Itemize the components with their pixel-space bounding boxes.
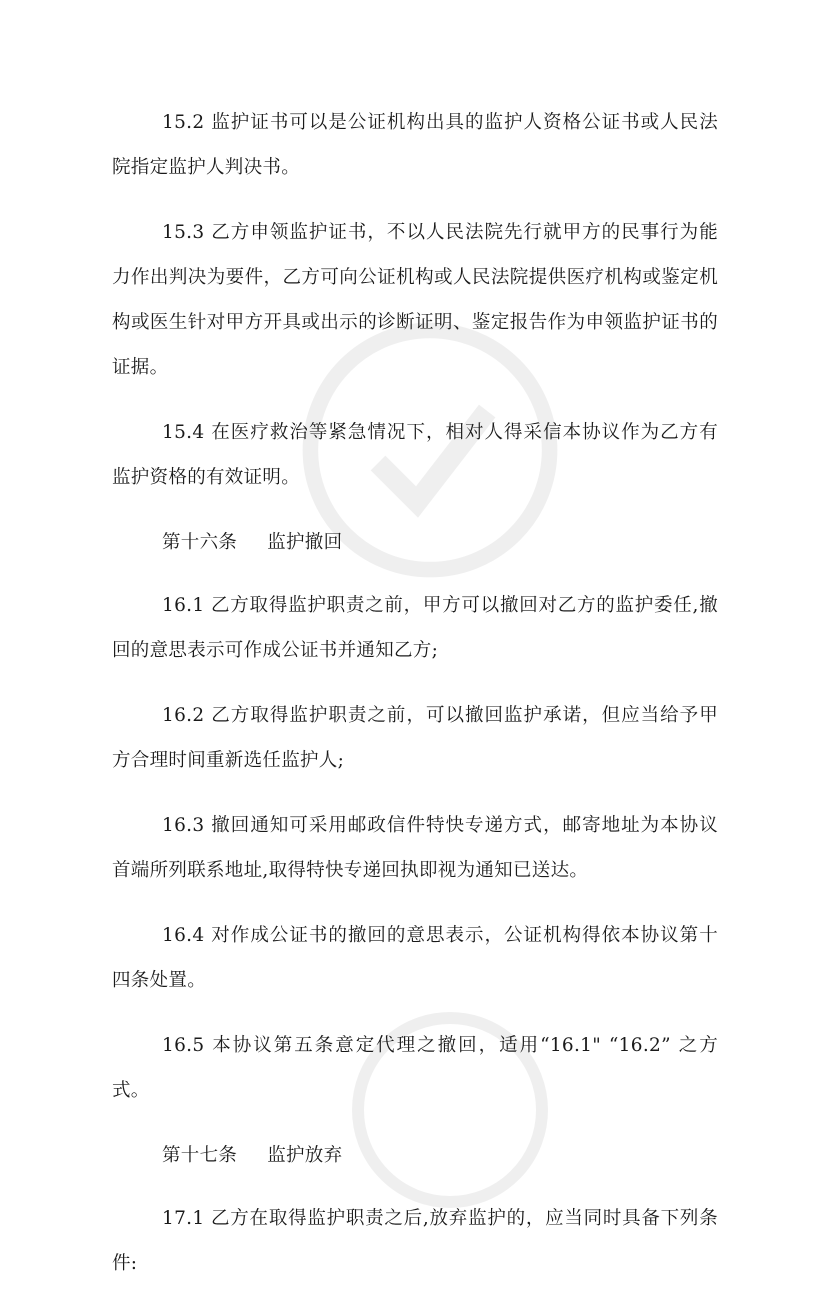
clause-16-4: 16.4 对作成公证书的撤回的意思表示，公证机构得依本协议第十四条处置。 <box>112 925 718 991</box>
clause-16-2: 16.2 乙方取得监护职责之前，可以撤回监护承诺，但应当给予甲方合理时间重新选任监护人; <box>112 705 718 771</box>
clause-15-3: 15.3 乙方申领监护证书，不以人民法院先行就甲方的民事行为能力作出判决为要件，乙方可向公证机构或人民法院提供医疗机构或鉴定机构或医生针对甲方开具或出示的诊断证明、鉴定报告作为申领监护证书的证据。 <box>112 222 718 378</box>
clause-17-1: 17.1 乙方在取得监护职责之后,放弃监护的，应当同时具备下列条件: <box>112 1208 718 1274</box>
article-number: 第十七条 <box>162 1145 238 1166</box>
document-body <box>112 100 718 1306</box>
clause-16-1: 16.1 乙方取得监护职责之前，甲方可以撤回对乙方的监护委任,撤回的意思表示可作成公证书并通知乙方; <box>112 595 718 661</box>
clause-16-3: 16.3 撤回通知可采用邮政信件特快专递方式，邮寄地址为本协议首端所列联系地址,取得特快专递回执即视为通知已送达。 <box>112 815 718 881</box>
clause-16-5: 16.5 本协议第五条意定代理之撤回，适用“16.1" “16.2” 之方式。 <box>112 1035 718 1101</box>
clause-15-4: 15.4 在医疗救治等紧急情况下，相对人得采信本协议作为乙方有监护资格的有效证明。 <box>112 422 718 488</box>
article-title: 监护撤回 <box>267 532 343 553</box>
article-number: 第十六条 <box>162 532 238 553</box>
article-16-heading <box>112 520 718 565</box>
clause-15-2: 15.2 监护证书可以是公证机构出具的监护人资格公证书或人民法院指定监护人判决书。 <box>112 112 718 178</box>
article-17-heading <box>112 1133 718 1178</box>
article-title: 监护放弃 <box>267 1145 343 1166</box>
